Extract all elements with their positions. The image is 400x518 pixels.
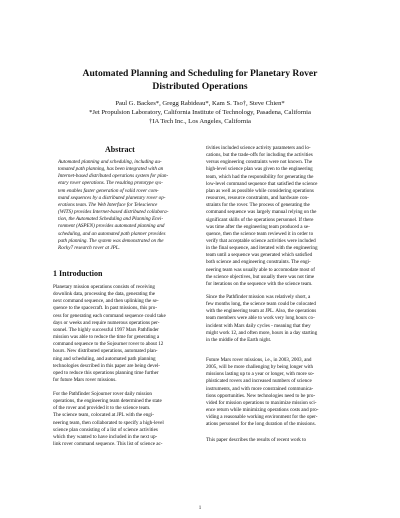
intro-p1-line: hours. New distributed operations, automated plan-	[53, 348, 158, 355]
right-p1-line: plan as well as possible while considering operations	[206, 187, 314, 194]
intro-p1-line: mission was able to reduce the time for generating a	[53, 334, 160, 341]
right-p1-line: was time after the engineering team produced a se-	[206, 223, 310, 230]
right-p1-line: versus engineering constraints were not known. The	[206, 159, 313, 166]
intro-p1-line: downlink data, processing the data, generating the	[53, 291, 156, 298]
right-p1-line: command sequence was largely manual relying on the	[206, 209, 317, 216]
right-p3-line: 2005, will be more challenging by being longer with	[206, 364, 314, 371]
abstract-line: mand sequences by a distributed planetary rover op-	[58, 194, 166, 201]
right-p3-line: tions opportunities. New technologies need to be pro-	[206, 392, 316, 399]
abstract-line: tem enables faster generation of valid rover com-	[58, 187, 159, 194]
intro-p2-line: neering team, then collaborated to specify a high-level	[53, 419, 164, 426]
right-p1-line: for iterations on the sequence with the science team.	[206, 280, 313, 287]
abstract-line: Automated planning and scheduling, including au-	[58, 159, 162, 165]
paper-title-line-2: Distributed Operations	[152, 81, 248, 92]
right-p3-line: instruments, and with more constrained communica-	[206, 385, 314, 392]
authors-line: Paul G. Backes*, Gregg Rabideau*, Kam S. Tso†, Steve Chien*	[115, 100, 285, 107]
intro-p1-line: command sequence to the Sojourner rover to about 12	[53, 341, 164, 348]
intro-p2-line: link rover command sequence. This list of science ac-	[53, 441, 163, 448]
right-p1-line: in the final sequence, and iterated with the engineering	[206, 245, 318, 252]
right-p1-line: high-level science plan was given to the engineering	[206, 166, 313, 173]
abstract-line: scheduling, and an automated path planner provides	[58, 230, 166, 237]
intro-p2-line: The science team, colocated at JPL with the engi-	[53, 412, 154, 419]
affiliation-line-jpl: *Jet Propulsion Laboratory, California Institute of Technology, Pasadena, California	[89, 109, 311, 116]
right-p3-line: viding a reasonable working environment for the oper-	[206, 414, 318, 421]
abstract-line: tion, the Automated Scheduling and Planning Envi-	[58, 216, 164, 223]
intro-p2-line: of the rover and provided it to the science team.	[53, 405, 151, 412]
page-number: 1	[198, 506, 202, 511]
intro-p1-line: cess for generating each command sequence could take	[53, 312, 166, 319]
right-p2-line: few months long, the science team could be colocated	[206, 301, 316, 308]
right-p1-line: team, which had the responsibility for generating the	[206, 173, 314, 180]
right-p1-line: the science objectives, but usually there was not time	[206, 273, 315, 280]
right-p3-line: phisticated rovers and increased numbers of science	[206, 378, 312, 385]
abstract-line: ronment (ASPEN) provides automated planning and	[58, 223, 165, 230]
introduction-heading: 1 Introduction	[53, 269, 103, 278]
abstract-line: (WITS) provides Internet-based distributed collabora-	[58, 209, 169, 216]
intro-p1-line: Planetary mission operations consists of receiving	[53, 284, 155, 290]
right-p1-line: quence, then the science team reviewed it in order to	[206, 230, 314, 237]
right-p3-line: missions lasting up to a year or longer, with more so-	[206, 371, 315, 378]
right-p1-line: both science and engineering constraints. The engi-	[206, 259, 311, 266]
intro-p1-line: days or weeks and require numerous operations per-	[53, 319, 160, 326]
intro-p1-line: for future Mars rover missions.	[53, 376, 117, 383]
intro-p1-line: sonnel. The highly successful 1997 Mars Pathfinder	[53, 326, 159, 333]
right-p2-line: in the middle of the Earth night.	[206, 336, 272, 343]
intro-p2-line: For the Pathfinder Sojourner rover daily mission	[53, 391, 152, 397]
intro-p2-line: science plan consisting of a list of science activities	[53, 426, 158, 433]
right-p1-line: tivities included science activity parameters and lo-	[206, 145, 311, 151]
right-p2-line: might work 12, and often more, hours in a day starting	[206, 329, 318, 336]
right-p1-line: straints for the rover. The process of generating the	[206, 202, 310, 209]
intro-p1-line: ning and scheduling, and automated path planning	[53, 355, 156, 362]
right-p1-line: team until a sequence was generated which satisfied	[206, 252, 313, 259]
right-p1-line: neering team was usually able to accomodate most of	[206, 266, 315, 273]
intro-p2-line: which they wanted to have included in the next up-	[53, 433, 158, 440]
right-p1-line: verify that acceptable science activities were included	[206, 237, 316, 244]
right-p3-line: ations personnel for the long duration of the missions.	[206, 421, 316, 428]
abstract-line: tomated path planning, has been integrated with an	[58, 166, 164, 173]
intro-p1-line: technologies described in this paper are being devel-	[53, 362, 160, 369]
abstract-line: erations team. The Web Interface for Telescience	[58, 201, 158, 208]
right-p1-line: cations, but the trade-offs for including the activities	[206, 152, 313, 159]
right-p3-line: Future Mars rover missions, i.e., in 2003, 2003, and	[206, 357, 312, 363]
intro-p1-line: quence to the spacecraft. In past missions, this pro-	[53, 305, 158, 312]
abstract-line: Rocky7 research rover at JPL.	[58, 244, 120, 251]
intro-p1-line: next command sequence, and then uplinking the se-	[53, 298, 159, 305]
right-p1-line: resources, resource constraints, and hardware con-	[206, 195, 309, 202]
right-p4-line: This paper describes the results of recent work to	[206, 437, 307, 443]
affiliation-line-iatech: †IA Tech Inc., Los Angeles, California	[149, 118, 251, 125]
paper-title-line-1: Automated Planning and Scheduling for Planetary Rover	[82, 68, 318, 79]
right-p3-line: ence return while minimizing operations costs and pro-	[206, 407, 319, 414]
right-p2-line: incident with Mars daily cycles - meaning that they	[206, 322, 311, 329]
right-p2-line: team members were able to work very long hours co-	[206, 315, 315, 322]
abstract-heading: Abstract	[105, 145, 135, 154]
right-p2-line: with the engineering team at JPL. Also, the operations	[206, 308, 317, 315]
right-p1-line: significant skills of the operations personnel. If there	[206, 216, 314, 223]
right-p1-line: low-level command sequence that satisfied the science	[206, 180, 318, 187]
right-p2-line: Since the Pathfinder mission was relatively short, a	[206, 294, 311, 300]
abstract-line: Internet-based distributed operations system for plan-	[58, 173, 169, 180]
abstract-line: path planning. The system was demonstrated on the	[58, 237, 164, 244]
intro-p1-line: oped to reduce this operations planning time further	[53, 369, 159, 376]
right-p3-line: vided for mission operations to maximize mission sci-	[206, 399, 317, 406]
abstract-line: etary rover operations. The resulting prototype sys-	[58, 180, 163, 187]
intro-p2-line: operations, the engineering team determined the state	[53, 398, 162, 405]
